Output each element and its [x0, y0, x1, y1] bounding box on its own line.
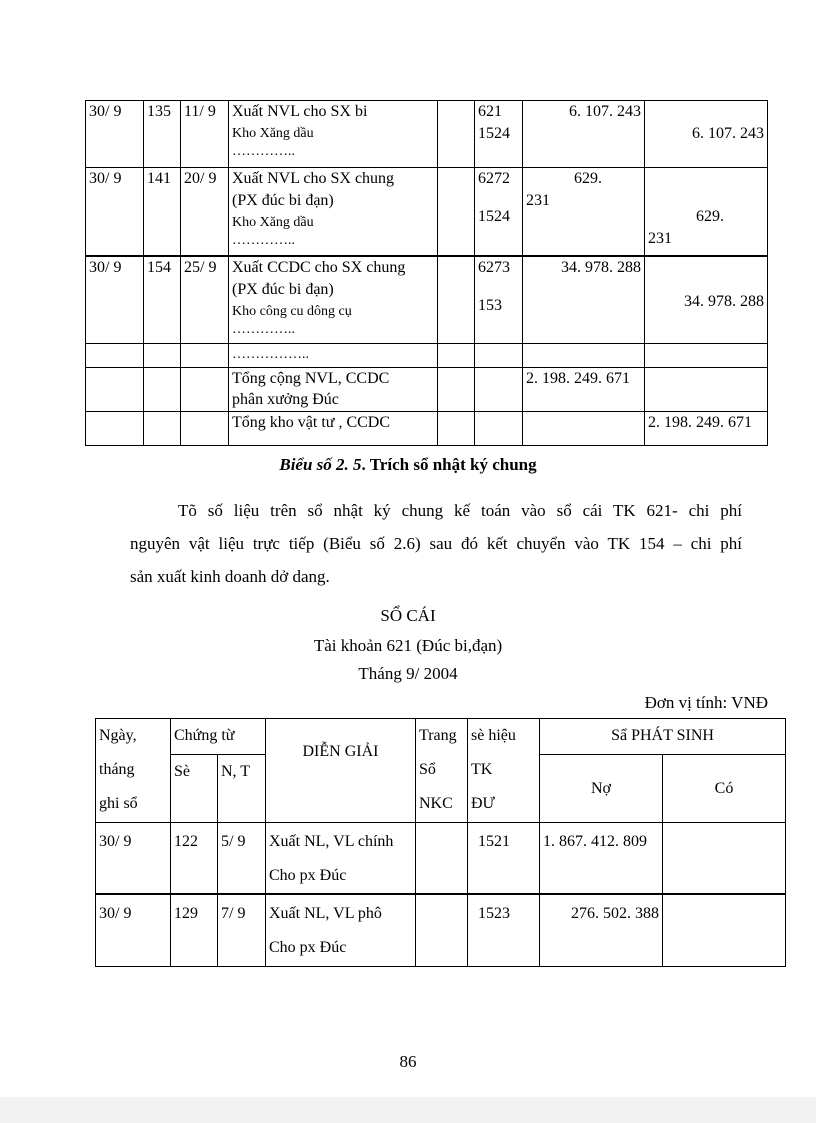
description-main: Xuất NVL cho SX chung — [232, 170, 395, 187]
ledger-credit — [663, 894, 786, 966]
total-credit: 2. 198. 249. 671 — [645, 412, 768, 446]
journal-debit: 34. 978. 288 — [523, 256, 645, 344]
empty-cell — [438, 344, 475, 368]
header-date-line: Ngày, — [99, 727, 137, 744]
account-credit: 153 — [478, 296, 502, 314]
ledger-desc-line: Cho px Đúc — [269, 867, 347, 884]
journal-credit — [645, 101, 768, 168]
ledger-date: 30/ 9 — [96, 894, 171, 966]
header-debit: Nợ — [540, 755, 663, 823]
empty-cell — [438, 412, 475, 446]
debit-part-b: 231 — [526, 192, 550, 209]
empty-cell — [645, 368, 768, 412]
total-label: Tổng kho vật tư , CCDC — [229, 412, 438, 446]
ledger-doc-date: 5/ 9 — [218, 823, 266, 895]
account-debit: 621 — [478, 103, 502, 120]
header-description — [266, 719, 416, 823]
description-warehouse: Kho Xăng dầu — [232, 126, 314, 141]
empty-cell — [144, 412, 181, 446]
description-dots: ………….. — [232, 321, 295, 337]
body-paragraph — [130, 494, 742, 593]
ledger-debit: 276. 502. 388 — [540, 894, 663, 966]
header-voucher-date: N, T — [218, 755, 266, 823]
description-dots: ………….. — [232, 233, 295, 248]
credit-part-b: 231 — [648, 230, 672, 247]
header-date-line: tháng — [99, 761, 135, 778]
ledger-description — [266, 894, 416, 966]
ledger-header-row — [96, 719, 786, 755]
journal-debit — [523, 168, 645, 256]
ledger-page — [416, 823, 468, 895]
journal-empty-cell — [438, 101, 475, 168]
empty-cell — [86, 344, 144, 368]
account-credit: 1524 — [478, 208, 510, 225]
journal-row — [86, 101, 768, 168]
journal-debit: 6. 107. 243 — [523, 101, 645, 168]
empty-cell — [645, 344, 768, 368]
ledger-date: 30/ 9 — [96, 823, 171, 895]
journal-accounts — [475, 168, 523, 256]
dots-text: …………….. — [229, 344, 438, 368]
empty-cell — [181, 412, 229, 446]
journal-description — [229, 256, 438, 344]
total-label-line2: phân xưởng Đúc — [232, 391, 339, 408]
empty-cell — [144, 368, 181, 412]
total-label-line1: Tổng cộng NVL, CCDC — [232, 370, 390, 387]
journal-table — [85, 100, 768, 446]
header-page — [416, 719, 468, 823]
empty-cell — [181, 344, 229, 368]
header-page-line: Sổ — [419, 761, 436, 778]
ledger-credit — [663, 823, 786, 895]
journal-doc-date: 11/ 9 — [181, 101, 229, 168]
journal-date: 30/ 9 — [86, 168, 144, 256]
paragraph-line: sản xuất kinh doanh dở dang. — [130, 567, 330, 586]
ledger-page — [416, 894, 468, 966]
journal-entry-no: 141 — [144, 168, 181, 256]
ledger-description — [266, 823, 416, 895]
ledger-doc-date: 7/ 9 — [218, 894, 266, 966]
journal-empty-cell — [438, 256, 475, 344]
journal-doc-date: 25/ 9 — [181, 256, 229, 344]
description-main: Xuất CCDC cho SX chung — [232, 258, 406, 276]
header-page-line: Trang — [419, 727, 457, 744]
unit-label: Đơn vị tính: VNĐ — [644, 693, 768, 712]
journal-entry-no: 135 — [144, 101, 181, 168]
ledger-table — [95, 718, 786, 967]
description-main-2: (PX đúc bi đạn) — [232, 192, 334, 209]
ledger-desc-line: Xuất NL, VL phô — [269, 905, 382, 922]
header-credit: Có — [663, 755, 786, 823]
journal-description — [229, 101, 438, 168]
header-voucher-no: Sè — [171, 755, 218, 823]
header-account-line: sè hiệu — [471, 727, 516, 744]
journal-total-row — [86, 368, 768, 412]
credit-value: 34. 978. 288 — [684, 292, 764, 310]
empty-cell — [475, 368, 523, 412]
journal-description — [229, 168, 438, 256]
credit-value: 6. 107. 243 — [692, 125, 764, 142]
account-debit: 6272 — [478, 170, 510, 187]
credit-part-a: 629. — [696, 208, 724, 225]
empty-cell — [523, 344, 645, 368]
ledger-title: SỔ CÁI — [380, 606, 436, 625]
description-warehouse: Kho công cu dông cụ — [232, 303, 352, 319]
journal-credit — [645, 256, 768, 344]
header-date-line: ghi sổ — [99, 795, 138, 812]
header-amount: Sẩ PHÁT SINH — [540, 719, 786, 755]
journal-entry-no: 154 — [144, 256, 181, 344]
ledger-account: 1523 — [468, 894, 540, 966]
header-voucher: Chứng từ — [171, 719, 266, 755]
empty-cell — [475, 412, 523, 446]
debit-part-a: 629. — [574, 170, 602, 187]
journal-row — [86, 168, 768, 256]
journal-credit — [645, 168, 768, 256]
description-warehouse: Kho Xăng dầu — [232, 215, 314, 230]
journal-date: 30/ 9 — [86, 256, 144, 344]
header-account-line: ĐƯ — [471, 795, 495, 812]
total-debit: 2. 198. 249. 671 — [523, 368, 645, 412]
ledger-debit: 1. 867. 412. 809 — [540, 823, 663, 895]
journal-total-row — [86, 412, 768, 446]
page-number: 86 — [399, 1052, 417, 1071]
journal-dots-row — [86, 344, 768, 368]
ledger-desc-line: Xuất NL, VL chính — [269, 833, 394, 850]
ledger-period: Tháng 9/ 2004 — [358, 664, 458, 683]
ledger-row — [96, 823, 786, 895]
ledger-row — [96, 894, 786, 966]
caption-italic: Biểu số 2. 5 — [279, 455, 362, 474]
journal-accounts — [475, 256, 523, 344]
empty-cell — [523, 412, 645, 446]
empty-cell — [86, 368, 144, 412]
description-main-2: (PX đúc bi đạn) — [232, 280, 334, 298]
page-bottom-band — [0, 1097, 816, 1123]
ledger-account: 1521 — [468, 823, 540, 895]
journal-date: 30/ 9 — [86, 101, 144, 168]
ledger-no: 129 — [171, 894, 218, 966]
empty-cell — [438, 368, 475, 412]
paragraph-line: Tõ số liệu trên sổ nhật ký chung kế toán vào sổ cái TK 621- chi phí — [178, 501, 742, 520]
empty-cell — [181, 368, 229, 412]
empty-cell — [86, 412, 144, 446]
journal-doc-date: 20/ 9 — [181, 168, 229, 256]
total-label — [229, 368, 438, 412]
account-credit: 1524 — [478, 125, 510, 142]
journal-empty-cell — [438, 168, 475, 256]
ledger-no: 122 — [171, 823, 218, 895]
caption-text: . Trích sổ nhật ký chung — [361, 455, 537, 474]
description-dots: ………….. — [232, 144, 295, 159]
empty-cell — [144, 344, 181, 368]
ledger-desc-line: Cho px Đúc — [269, 939, 347, 956]
journal-row — [86, 256, 768, 344]
header-page-line: NKC — [419, 795, 453, 812]
header-date — [96, 719, 171, 823]
ledger-account: Tài khoản 621 (Đúc bi,đạn) — [313, 636, 503, 655]
header-account-line: TK — [471, 761, 493, 778]
journal-accounts — [475, 101, 523, 168]
description-main: Xuất NVL cho SX bi — [232, 103, 368, 120]
empty-cell — [475, 344, 523, 368]
table-caption — [0, 455, 816, 475]
header-description-text: DIỄN GIẢI — [302, 743, 379, 760]
paragraph-line: nguyên vật liệu trực tiếp (Biểu số 2.6) sau đó kết chuyển vào TK 154 – chi phí — [130, 534, 742, 553]
header-account — [468, 719, 540, 823]
account-debit: 6273 — [478, 258, 510, 276]
